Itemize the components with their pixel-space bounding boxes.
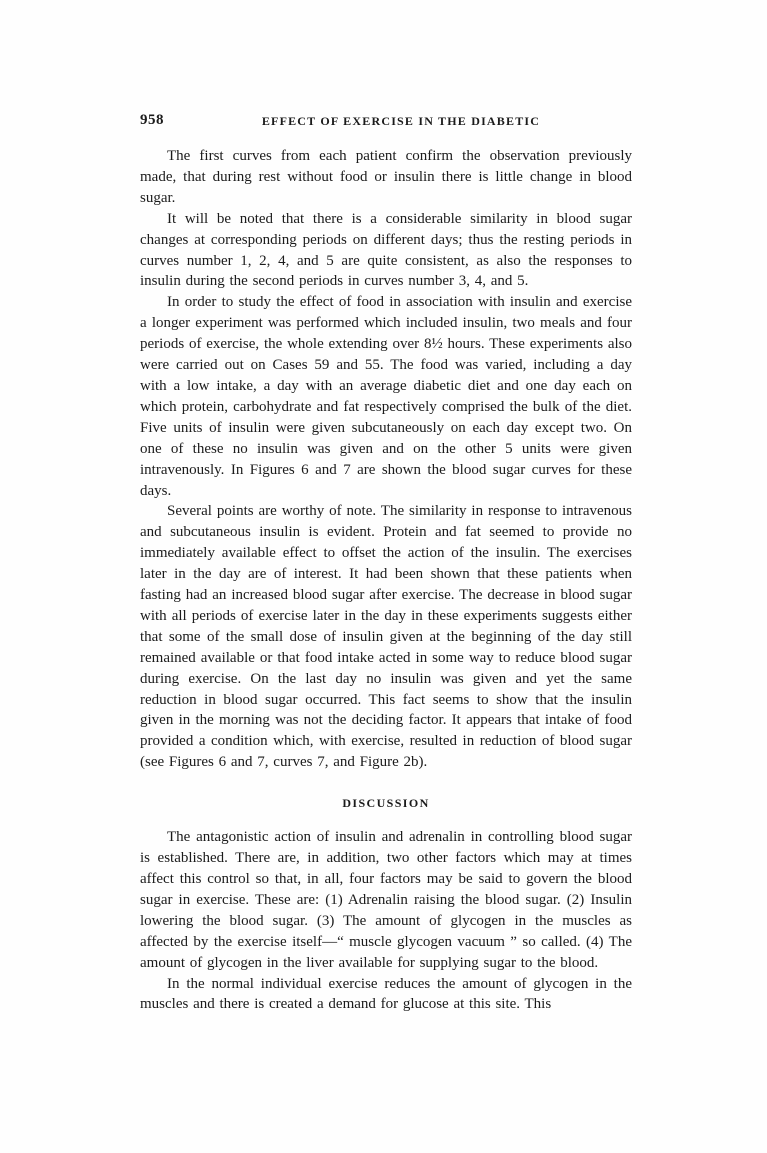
page-number: 958 — [140, 112, 164, 128]
paragraph: Several points are worthy of note. The similarity in response to intravenous and subcutaneous insulin is evident. Protein and fat seemed to provide no immediately available effect to offset the action of the insulin. The exercises later in the day are of interest. It had been shown that these patients when fasting had an increased blood sugar after exercise. The decrease in blood sugar with all periods of exercise later in the day in these experiments suggests either that some of the small dose of insulin given at the beginning of the day still remained available or that food intake acted in some way to reduce blood sugar during exercise. On the last day no insulin was given and yet the same reduction in blood sugar occurred. This fact seems to show that the insulin given in the morning was not the deciding factor. It appears that intake of food provided a condition which, with exercise, resulted in reduction of blood sugar (see Figures 6 and 7, curves 7, and Figure 2b). — [140, 503, 632, 771]
paragraph: In the normal individual exercise reduces the amount of glycogen in the muscles and there is created a demand for glucose at this site. This — [140, 975, 632, 1013]
paragraph: It will be noted that there is a considerable similarity in blood sugar changes at corresponding periods on different days; thus the resting periods in curves number 1, 2, 4, and 5 are quite consistent, as also the responses to insulin during the second periods in curves number 3, 4, and 5. — [140, 210, 632, 290]
running-title: EFFECT OF EXERCISE IN THE DIABETIC — [261, 114, 541, 128]
article-body — [140, 146, 632, 1015]
paragraph: In order to study the effect of food in association with insulin and exercise a longer experiment was performed which included insulin, two meals and four periods of exercise, the whole extending over 8½ hours. These experiments also were carried out on Cases 59 and 55. The food was varied, including a day with a low intake, a day with an average diabetic diet and one day each on which protein, carbohydrate and fat respectively comprised the bulk of the diet. Five units of insulin were given subcutaneously on each day except two. On one of these no insulin was given and on the other 5 units were given intravenously. In Figures 6 and 7 are shown the blood sugar curves for these days. — [140, 294, 632, 499]
paragraph: The antagonistic action of insulin and adrenalin in controlling blood sugar is established. There are, in addition, two other factors which may at times affect this control so that, in all, four factors may be said to govern the blood sugar in exercise. These are: (1) Adrenalin raising the blood sugar. (2) Insulin lowering the blood sugar. (3) The amount of glycogen in the muscles as affected by the exercise itself—“ muscle glycogen vacuum ” so called. (4) The amount of glycogen in the liver available for supplying sugar to the blood. — [140, 829, 632, 971]
page-header — [140, 112, 632, 132]
section-heading-discussion: DISCUSSION — [342, 796, 430, 811]
paragraph: The first curves from each patient confirm the observation previously made, that during rest without food or insulin there is little change in blood sugar. — [140, 148, 632, 206]
